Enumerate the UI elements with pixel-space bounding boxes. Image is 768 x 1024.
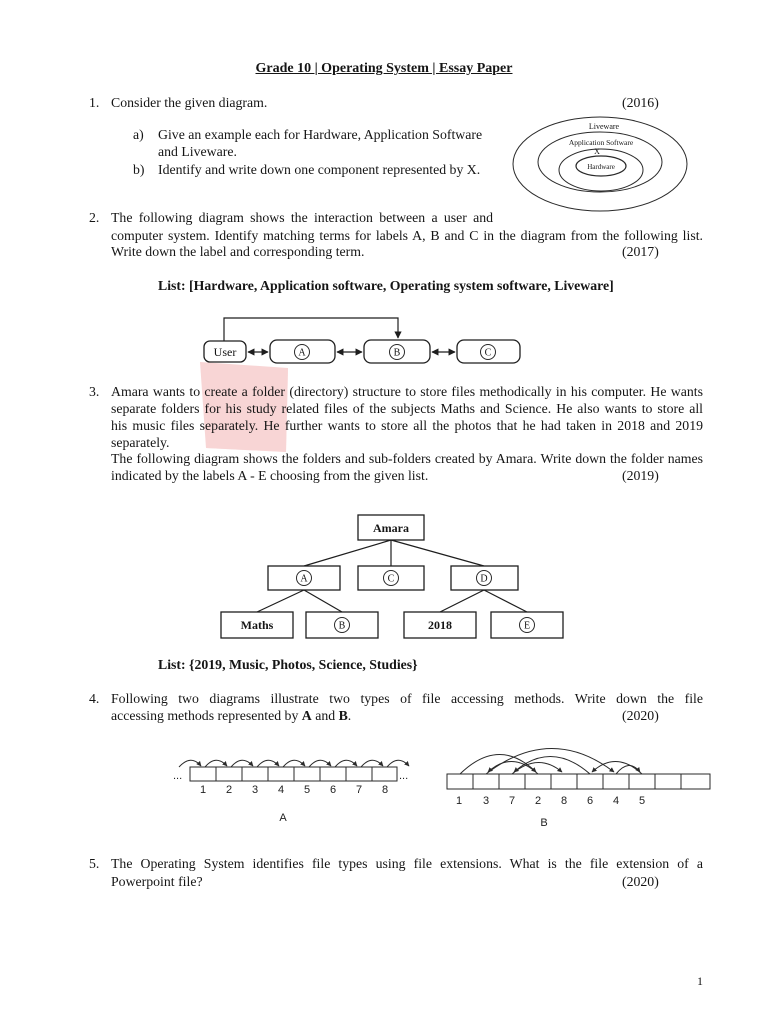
folder-c-label: C (387, 573, 395, 585)
position-label: 5 (638, 795, 646, 807)
q4-line-text: accessing methods represented by (111, 708, 302, 723)
q4-line: Following two diagrams illustrate two types of file accessing methods. Write down the file (111, 691, 703, 706)
q4-number: 4. (89, 691, 100, 706)
position-label: 4 (277, 784, 285, 796)
folder-d-label: D (480, 573, 488, 585)
position-label: 3 (251, 784, 259, 796)
access-arc (335, 760, 357, 767)
position-label: 5 (303, 784, 311, 796)
x-marker-label: X (594, 147, 600, 156)
q3-line: separately. (111, 435, 170, 450)
position-label: 3 (482, 795, 490, 807)
q3-line: his music files separately. He further wants to store all the photos that he had taken in 2018 and 2019 (111, 418, 703, 433)
access-arc (179, 760, 201, 767)
folder-2018-label: 2018 (428, 618, 452, 632)
q3-line: Amara wants to create a folder (directory) structure to store files methodically in his computer. He wants (111, 384, 703, 399)
position-label: 7 (355, 784, 363, 796)
q5-line: Powerpoint file? (111, 874, 203, 889)
label-a: A (298, 347, 306, 359)
position-label: 4 (612, 795, 620, 807)
position-label: 2 (225, 784, 233, 796)
tree-edge (484, 590, 527, 612)
sequential-access-diagram (173, 760, 409, 824)
diagram-b-caption: B (540, 817, 548, 829)
folder-amara-label: Amara (373, 521, 409, 535)
q3-line: separate folders for his study related files of the subjects Maths and Science. He also wants to store all (111, 401, 703, 416)
q2-number: 2. (89, 210, 100, 225)
position-label: 7 (508, 795, 516, 807)
page-number: 1 (697, 974, 703, 988)
liveware-label: Liveware (588, 122, 620, 131)
file-blocks-row (447, 774, 710, 789)
q5-line: The Operating System identifies file types using file extensions. What is the file extension of a (111, 856, 703, 871)
interaction-diagram (204, 318, 520, 363)
q2-line: Write down the label and corresponding term. (111, 244, 365, 259)
tree-edge (391, 540, 484, 566)
folder-tree-diagram (221, 515, 563, 638)
q1-text: Consider the given diagram. (111, 95, 268, 110)
position-label: 8 (381, 784, 389, 796)
access-arc (512, 762, 562, 774)
tree-edge (304, 590, 342, 612)
layers-diagram (513, 117, 687, 211)
access-arc (257, 760, 279, 767)
q1-number: 1. (89, 95, 100, 110)
q2-line: The following diagram shows the interaction between a user and (111, 210, 493, 225)
page-title: Grade 10 | Operating System | Essay Paper (255, 61, 513, 76)
q4-year: (2020) (622, 708, 659, 723)
access-arc (361, 760, 383, 767)
q4-line (111, 707, 351, 724)
access-arc (205, 760, 227, 767)
folder-b-label: B (338, 620, 346, 632)
q1b-label: b) (133, 162, 145, 177)
tree-edge (257, 590, 304, 612)
direct-access-diagram (447, 748, 710, 829)
user-label: User (213, 345, 237, 359)
q3-line: The following diagram shows the folders and sub-folders created by Amara. Write down the folder names (111, 451, 703, 466)
position-label: 2 (534, 795, 542, 807)
q1-year: (2016) (622, 95, 659, 110)
q5-number: 5. (89, 856, 100, 871)
q1a-line: Give an example each for Hardware, Application Software (158, 127, 483, 142)
q3-line: indicated by the labels A - E choosing from the given list. (111, 468, 429, 483)
access-arc (283, 760, 305, 767)
diagram-a-caption: A (279, 812, 287, 824)
folder-e-label: E (523, 620, 531, 632)
position-label: 1 (455, 795, 463, 807)
q5-year: (2020) (622, 874, 659, 889)
q4-label-b: B (338, 708, 348, 723)
q4-label-a: A (301, 708, 312, 723)
access-arc (309, 760, 331, 767)
position-label: 1 (199, 784, 207, 796)
label-b: B (393, 347, 401, 359)
tree-edge (304, 540, 391, 566)
access-arc (231, 760, 253, 767)
hardware-label: Hardware (587, 163, 615, 171)
q2-term-list: List: [Hardware, Application software, Operating system software, Liveware] (158, 278, 614, 293)
access-arc (387, 760, 409, 767)
q3-term-list: List: {2019, Music, Photos, Science, Studies} (158, 657, 418, 672)
application-software-label: Application Software (568, 138, 634, 147)
position-label: 8 (560, 795, 568, 807)
tree-edge (440, 590, 484, 612)
q2-year: (2017) (622, 244, 659, 259)
position-label: 6 (586, 795, 594, 807)
q3-number: 3. (89, 384, 100, 399)
q1a-label: a) (133, 127, 144, 142)
q4-line-text: . (347, 708, 352, 723)
ellipsis-right: ... (399, 770, 409, 782)
q4-line-text: and (311, 708, 339, 723)
q1b-line: Identify and write down one component represented by X. (158, 162, 481, 177)
q2-line: computer system. Identify matching terms for labels A, B and C in the diagram from the following list. (111, 228, 703, 243)
position-label: 6 (329, 784, 337, 796)
folder-maths-label: Maths (240, 618, 274, 632)
q3-year: (2019) (622, 468, 659, 483)
user-to-b-connector (224, 318, 398, 341)
q1a-line: and Liveware. (158, 144, 237, 159)
label-c: C (484, 347, 492, 359)
folder-a-label: A (300, 573, 308, 585)
ellipsis-left: ... (173, 770, 183, 782)
